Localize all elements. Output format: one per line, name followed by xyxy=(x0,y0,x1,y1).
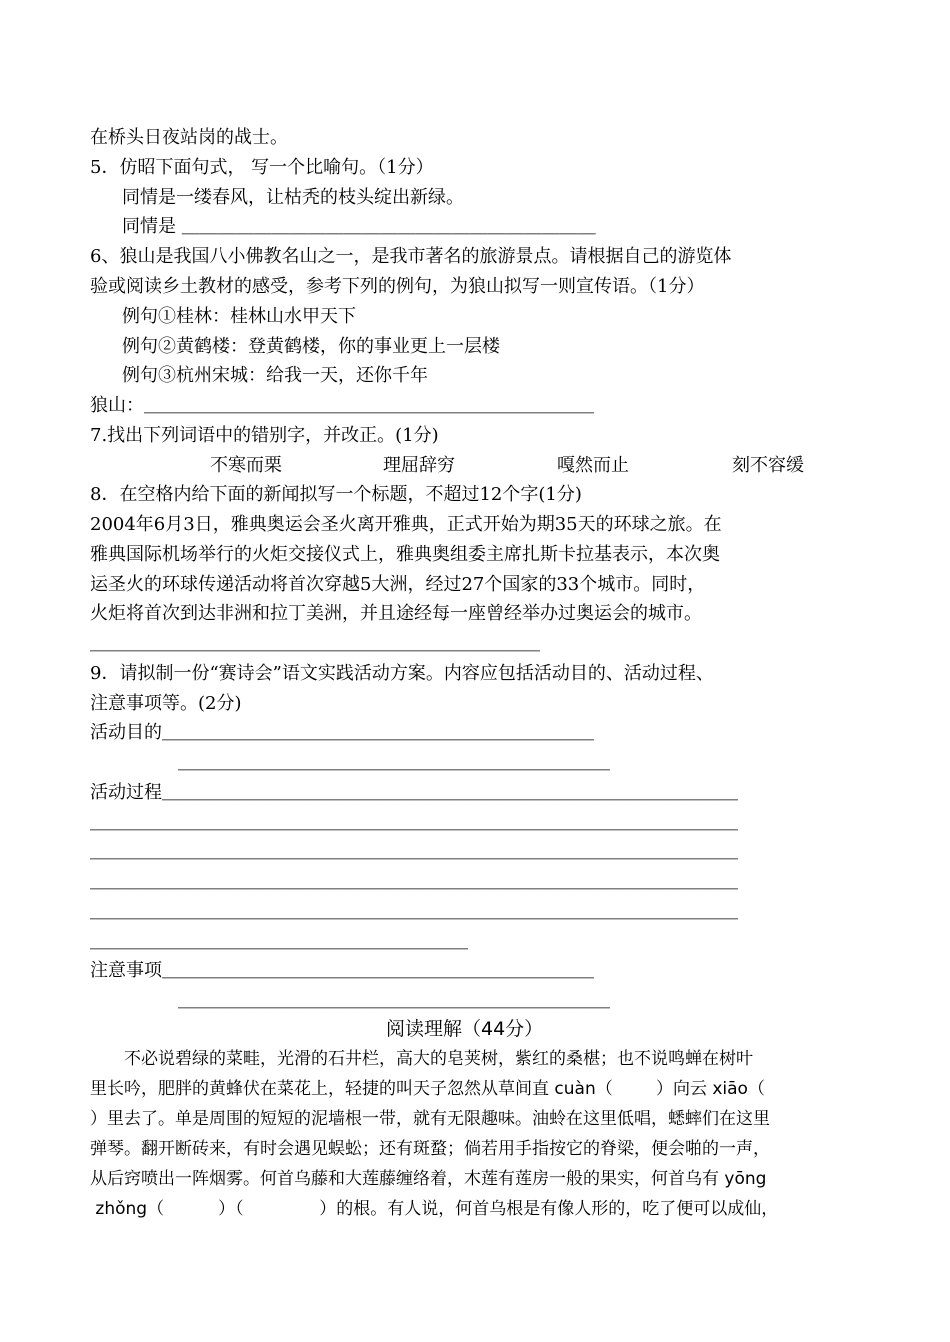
question-6: 6、狼山是我国八小佛教名山之一，是我市著名的旅游景点。请根据自己的游览体 xyxy=(90,246,732,267)
process-line-5: ＿＿＿＿＿＿＿＿＿＿＿＿＿＿＿＿＿＿＿＿＿＿＿＿＿＿＿＿＿＿＿＿＿＿＿＿ xyxy=(90,901,738,922)
word-3: 嘎然而止 xyxy=(557,455,629,476)
example-2: 例句②黄鹤楼：登黄鹤楼，你的事业更上一层楼 xyxy=(122,336,500,357)
text-line: 在桥头日夜站岗的战士。 xyxy=(90,127,288,148)
word-2: 理屈辞穷 xyxy=(383,455,455,476)
answer-line-5: 同情是 ＿＿＿＿＿＿＿＿＿＿＿＿＿＿＿＿＿＿＿＿＿＿＿ xyxy=(122,216,596,237)
answer-line-8: ＿＿＿＿＿＿＿＿＿＿＿＿＿＿＿＿＿＿＿＿＿＿＿＿＿ xyxy=(90,633,540,654)
news-line-3: 运圣火的环球传递活动将首次穿越5大洲，经过27个国家的33个城市。同时， xyxy=(90,574,706,595)
section-title: 阅读理解（44分） xyxy=(386,1018,544,1040)
passage-line-6: zhǒng（ ）（ ）的根。有人说，何首乌根是有像人形的，吃了便可以成仙， xyxy=(90,1199,779,1219)
word-4: 刻不容缓 xyxy=(732,455,804,476)
answer-line-6: 狼山：＿＿＿＿＿＿＿＿＿＿＿＿＿＿＿＿＿＿＿＿＿＿＿＿＿ xyxy=(90,395,594,416)
news-line-4: 火炬将首次到达非洲和拉丁美洲，并且途经每一座曾经举办过奥运会的城市。 xyxy=(90,603,702,624)
passage-line-5: 从后窍喷出一阵烟雾。何首乌藤和大莲藤缠络着，木莲有莲房一般的果实，何首乌有 yōng xyxy=(90,1169,767,1189)
example-3: 例句③杭州宋城：给我一天，还你千年 xyxy=(122,365,428,386)
question-7: 7.找出下列词语中的错别字，并改正。(1分) xyxy=(90,425,439,446)
passage-line-2: 里长吟，肥胖的黄蜂伏在菜花上，轻捷的叫天子忽然从草间直 cuàn（ ）向云 xiāo（ xyxy=(90,1079,765,1099)
process-line-4: ＿＿＿＿＿＿＿＿＿＿＿＿＿＿＿＿＿＿＿＿＿＿＿＿＿＿＿＿＿＿＿＿＿＿＿＿ xyxy=(90,871,738,892)
news-line-1: 2004年6月3日，雅典奥运会圣火离开雅典，正式开始为期35天的环球之旅。在 xyxy=(90,514,722,535)
question-8: 8．在空格内给下面的新闻拟写一个标题，不超过12个字(1分) xyxy=(90,484,582,505)
notes-line: 注意事项＿＿＿＿＿＿＿＿＿＿＿＿＿＿＿＿＿＿＿＿＿＿＿＿ xyxy=(90,960,594,981)
passage-line-4: 弹琴。翻开断砖来，有时会遇见蜈蚣；还有斑蝥；倘若用手指按它的脊梁，便会啪的一声， xyxy=(90,1139,770,1159)
example-sentence: 同情是一缕春风，让枯秃的枝头绽出新绿。 xyxy=(122,187,464,208)
example-1: 例句①桂林：桂林山水甲天下 xyxy=(122,306,356,327)
news-line-2: 雅典国际机场举行的火炬交接仪式上，雅典奥组委主席扎斯卡拉基表示，本次奥 xyxy=(90,544,720,565)
word-1: 不寒而栗 xyxy=(210,455,282,476)
question-9: 9．请拟制一份“赛诗会”语文实践活动方案。内容应包括活动目的、活动过程、 xyxy=(90,663,714,684)
purpose-line-2: ＿＿＿＿＿＿＿＿＿＿＿＿＿＿＿＿＿＿＿＿＿＿＿＿ xyxy=(178,752,610,773)
process-line-6: ＿＿＿＿＿＿＿＿＿＿＿＿＿＿＿＿＿＿＿＿＿ xyxy=(90,931,468,952)
question-5: 5．仿昭下面句式， 写一个比喻句。（1分） xyxy=(90,157,434,178)
notes-line-2: ＿＿＿＿＿＿＿＿＿＿＿＿＿＿＿＿＿＿＿＿＿＿＿＿ xyxy=(178,990,610,1011)
passage-line-3: ）里去了。单是周围的短短的泥墙根一带，就有无限趣味。油蛉在这里低唱，蟋蟀们在这里 xyxy=(90,1109,770,1129)
purpose-line: 活动目的＿＿＿＿＿＿＿＿＿＿＿＿＿＿＿＿＿＿＿＿＿＿＿＿ xyxy=(90,722,594,743)
process-line-2: ＿＿＿＿＿＿＿＿＿＿＿＿＿＿＿＿＿＿＿＿＿＿＿＿＿＿＿＿＿＿＿＿＿＿＿＿ xyxy=(90,812,738,833)
process-line-3: ＿＿＿＿＿＿＿＿＿＿＿＿＿＿＿＿＿＿＿＿＿＿＿＿＿＿＿＿＿＿＿＿＿＿＿＿ xyxy=(90,841,738,862)
question-9-cont: 注意事项等。(2分) xyxy=(90,693,242,714)
passage-line-1: 不必说碧绿的菜畦，光滑的石井栏，高大的皂荚树，紫红的桑椹；也不说鸣蝉在树叶 xyxy=(124,1049,753,1069)
question-6-cont: 验或阅读乡土教材的感受，参考下列的例句，为狼山拟写一则宣传语。（1分） xyxy=(90,276,705,297)
process-line: 活动过程＿＿＿＿＿＿＿＿＿＿＿＿＿＿＿＿＿＿＿＿＿＿＿＿＿＿＿＿＿＿＿＿ xyxy=(90,782,738,803)
